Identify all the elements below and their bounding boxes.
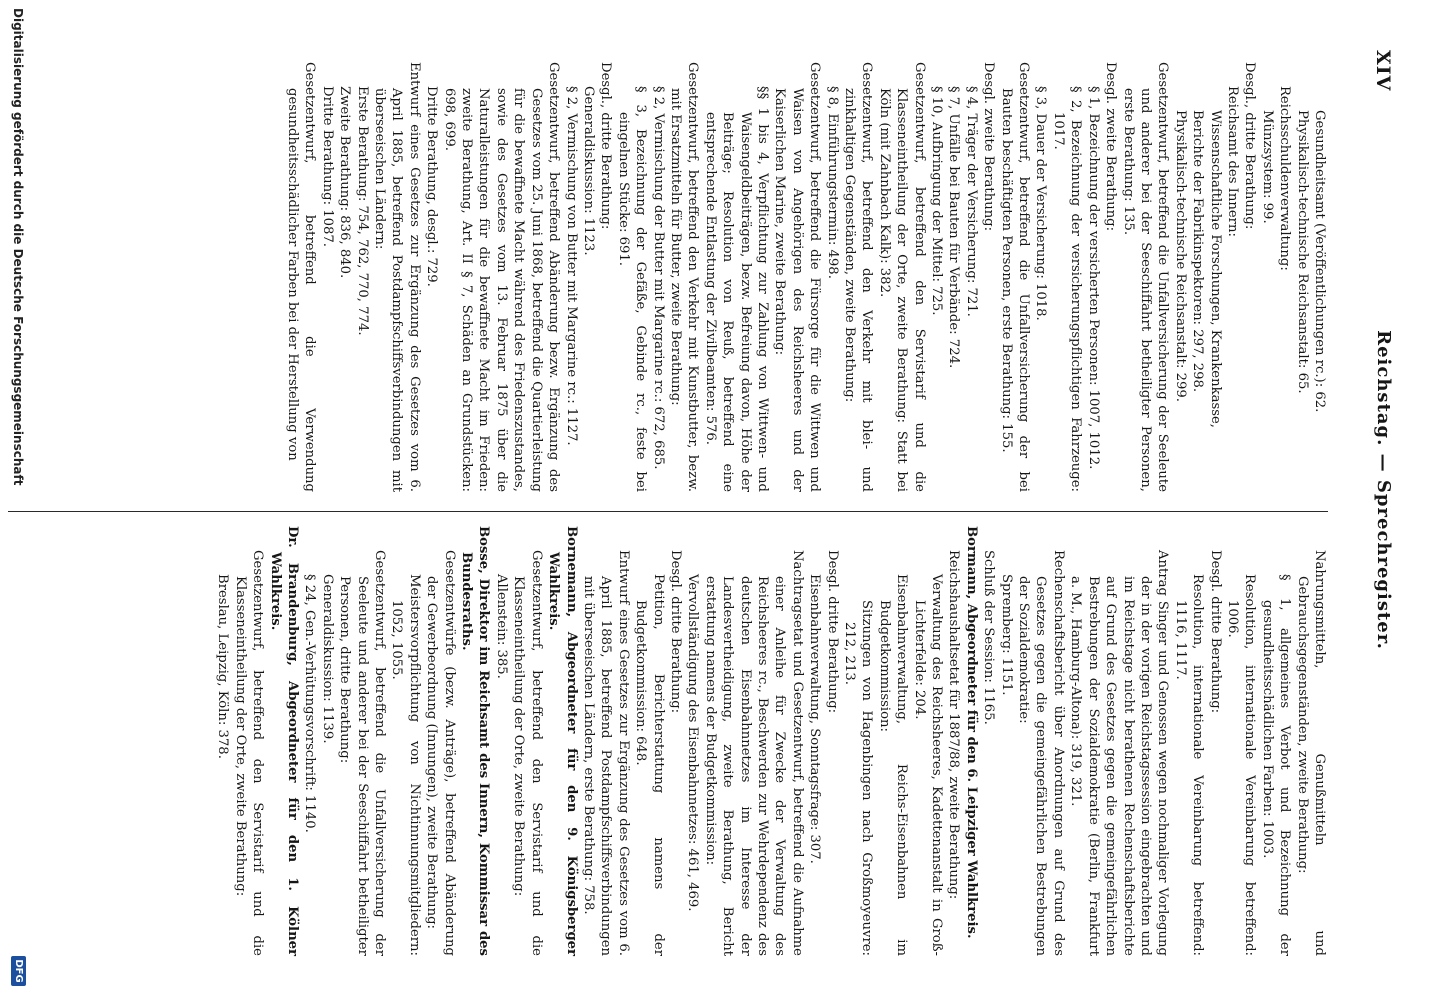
register-entry: Resolution, internationale Vereinbarung betreffend: 1116, 1117.: [1172, 574, 1206, 961]
register-entry: Gesetzentwurf, betreffend die Fürsorge für die Wittwen und Waisen von Angehörigen des Reichsheeres und der Kaiserlichen Marine, zweite Berathung:: [772, 62, 823, 497]
register-entry: § 3, Dauer der Versicherung: 1018.: [1033, 86, 1049, 321]
register-entry: Allenstein: 385.: [493, 574, 509, 679]
register-entry: Entwurf eines Gesetzes zur Ergänzung des Gesetzes vom 6. April 1885, betreffend Postdampfschiffsverbindungen mit überseeischen Ländern:: [372, 62, 422, 497]
register-entry: Spremberg: 1151.: [998, 574, 1014, 696]
register-entry: Generaldiskussion: 1123.: [580, 86, 596, 256]
register-entry: Entwurf eines Gesetzes zur Ergänzung des Gesetzes vom 6. April 1885, betreffend Postdampfschiffsverbindungen mit überseeischen Ländern, erste Berathung: 758.: [580, 550, 631, 961]
register-entry: Gesetzentwurf, betreffend Abänderung bezw. Ergänzung des Gesetzes vom 25. Juni 1868, betreffend die Quartierleistung für die bewaffnete Macht während des Friedenszustandes, sowie des Gesetzes vom 13. Februar 1875 über die Naturalleistungen für die bewaffnete Macht im Frieden: zweite Berathung, Art. II § 7, Schäden an Grundstücken: 698, 699.: [441, 62, 562, 497]
register-entry: Dritte Berathung: 1087.: [319, 86, 335, 247]
register-entry: Desgl. dritte Berathung:: [1207, 550, 1223, 714]
register-entry: Verwaltung des Reichsheeres, Kadettenanstalt in Groß-Lichterfelde: 204.: [911, 574, 945, 956]
running-head: [1368, 50, 1394, 930]
column-divider: [8, 511, 1328, 512]
register-entry: Physikalisch-technische Reichsanstalt: 65.: [1294, 110, 1310, 394]
register-entry: Wissenschaftliche Forschungen, Krankenkasse,: [1207, 110, 1223, 428]
register-entry: § 1, Bezeichnung der versicherten Personen: 1007, 1012.: [1085, 86, 1101, 470]
register-entry: Breslau, Leipzig, Köln: 378.: [215, 574, 231, 759]
register-entry: § 8, Einführungstermin: 498.: [824, 86, 840, 279]
register-entry: Gesundheitsamt (Veröffentlichungen rc.): 62.: [1312, 110, 1327, 413]
register-entry: § 3, Bezeichnung der Gefäße, Gebinde rc., feste bei eingelnen Stücke: 691.: [615, 86, 649, 497]
register-entry: Erste Berathung: 754, 762, 770, 774.: [354, 86, 370, 336]
register-entry: Desgl. zweite Berathung:: [981, 62, 997, 232]
page-number: XIV: [1372, 50, 1394, 92]
register-entry: Berichte der Fabrikinspektoren: 297, 298.: [1190, 110, 1206, 393]
register-name-entry: Bormann, Abgeordneter für den 6. Leipziger Wahlkreis.: [963, 526, 979, 939]
register-entry: Gesetzentwurf, betreffend den Verkehr mit Kunstbutter, bezw. mit Ersatzmitteln für Butter, zweite Berathung:: [667, 62, 701, 497]
register-entry: Desgl. dritte Berathung:: [824, 550, 840, 714]
register-entry: Gesetzentwurf, betreffend den Servistarif und die Klasseneintheilung der Orte, zweite Berathung:: [232, 550, 266, 961]
dfg-logo: DFG: [11, 956, 26, 986]
register-name-entry: Bornemann, Abgeordneter für den 9. Königsberger Wahlkreis.: [546, 526, 579, 961]
register-entry: Zweite Berathung: 836, 840.: [337, 86, 353, 279]
register-entry: Gesetzentwurf, betreffend die Unfallversicherung der Seeleute und anderer bei der Seeschiffahrt betheiligter Personen, dritte Berathung:: [337, 550, 388, 961]
register-entry: Dritte Berathung, desgl.: 729.: [424, 86, 440, 287]
register-entry: Gesetzentwurf, betreffend den Servistarif und die Klasseneintheilung der Orte, zweite Berathung: Statt bei Köln (mit Zahnbach Kalk): 382.: [876, 62, 927, 497]
register-entry: Desgl. dritte Berathung:: [667, 550, 683, 714]
register-entry: Nachtragsetat und Gesetzentwurf, betreffend die Aufnahme einer Anleihe für Zwecke der Verwaltung des Reichsheeres rc., Beschwerden zur Wehrdependenz des deutschen Eisenbahnnetzes im Interesse der Landesvertheidigung, zweite Berathung, Bericht erstattung namens der Budgetkommission:: [702, 550, 805, 961]
right-column: [214, 526, 1328, 961]
register-entry: § 24, Gen.-Verhütungsvorschrift: 1140.: [302, 574, 318, 833]
digitization-footer: Digitalisierung gefördert durch die Deutsche Forschungsgemeinschaft: [11, 8, 25, 486]
register-entry: Nahrungsmitteln, Genußmitteln und Gebrauchsgegenständen, zweite Berathung:: [1294, 550, 1327, 961]
register-entry: Gesetzentwurf, betreffend die Verwendung gesundheitsschädlicher Farben bei der Herstellung von: [285, 62, 318, 497]
register-entry: Schluß der Session: 1165.: [981, 550, 997, 725]
register-entry: Rechenschaftsbericht über Anordnungen auf Grund des Gesetzes gegen die gemeingefährlichen Bestrebungen der Sozialdemokratie:: [1016, 550, 1066, 961]
register-entry: Generaldiskussion: 1139.: [319, 574, 335, 744]
register-entry: Gesetzentwürfe (bezw. Anträge), betreffend Abänderung der Gewerbeordnung (Innungen), zweite Berathung:: [424, 550, 457, 961]
register-entry: Antrag Singer und Genossen wegen nochmaliger Vorlegung der in der vorigen Reichstagssession eingebrachten und im Reichstage nicht berathenen Rechenschaftsberichte auf Grund des Gesetzes gegen die gemeingefährlichen Bestrebungen der Sozialdemokratie (Berlin, Frankfurt a. M., Hamburg-Altona): 319, 321.: [1068, 550, 1171, 961]
register-entry: Gesetzentwurf, betreffend den Servistarif und die Klasseneintheilung der Orte, zweite Berathung:: [511, 550, 544, 961]
register-entry: Reichsamt des Innern:: [1224, 86, 1240, 237]
register-entry: § 7, Unfälle bei Bauten für Verbände: 724.: [946, 86, 962, 369]
register-entry: Sitzungen von Hagenbingen nach Großmoyeuvre: 212, 213.: [842, 600, 875, 961]
register-entry: Eisenbahnverwaltung, Reichs-Eisenbahnen im Budgetkommission:: [876, 574, 910, 961]
register-entry: Gesetzentwurf, betreffend den Verkehr mit blei- und zinkhaltigen Gegenständen, zweite Berathung:: [842, 62, 875, 497]
register-entry: Reichshaushaltsetat für 1887/88, zweite Berathung:: [946, 550, 962, 900]
register-entry: Münzsystem: 99.: [1259, 110, 1275, 224]
register-entry: § 2, Vermischung der Butter mit Margarine rc.: 672, 685.: [650, 86, 666, 470]
register-entry: § 4, Träger der Versicherung: 721.: [963, 86, 979, 317]
register-entry: Meistersvorpflichtung von Nichtinnungsmitgliedern: 1052, 1055.: [389, 574, 422, 961]
register-entry: Gesetzentwurf, betreffend die Unfallversicherung der Seeleute und anderer bei der Seeschiffahrt betheiligter Personen, erste Berathung: 135.: [1120, 62, 1171, 497]
register-entry: § 10, Aufbringung der Mittel: 725.: [929, 86, 945, 316]
register-entry: Eisenbahnverwaltung, Sonntagsfrage: 307.: [807, 574, 823, 864]
register-entry: Petition, Berichterstattung namens der Budgetkommission: 648.: [633, 574, 666, 961]
register-entry: § 2, Vermischung von Butter mit Margarine rc.: 1127.: [563, 86, 579, 446]
register-entry: Desgl. zweite Berathung:: [1103, 62, 1119, 232]
register-entry: Physikalisch-technische Reichsanstalt: 299.: [1172, 110, 1188, 402]
register-entry: §§ 1 bis 4, Verpflichtung zur Zahlung von Wittwen- und Waisengeldbeiträgen, bezw. Befreiung davon, Höhe der Beiträge; Resolution von Reuß, betreffend eine entsprechende Entlastung der Zivilbeamten: 576.: [702, 86, 770, 497]
register-entry: Vervollständigung des Eisenbahnnetzes: 461, 469.: [685, 574, 701, 912]
register-entry: § 2, Bezeichnung der versicherungspflichtigen Fahrzeuge: 1017.: [1050, 86, 1084, 497]
register-entry: Desgl., dritte Berathung:: [598, 62, 614, 230]
register-name-entry: Dr. Brandenburg, Abgeordneter für den 1. Kölner Wahlkreis.: [267, 526, 301, 961]
left-column: [284, 62, 1328, 497]
register-entry: § 1, allgemeines Verbot und Bezeichnung der gesundheitsschädlichen Farben: 1003.: [1259, 574, 1293, 961]
register-entry: Resolution, internationale Vereinbarung betreffend: 1006.: [1224, 574, 1258, 961]
running-head-title: Reichstag. — Sprechregister.: [1373, 330, 1394, 650]
register-entry: Gesetzentwurf, betreffend die Unfallversicherung der bei Bauten beschäftigten Personen, erste Berathung: 155.: [998, 62, 1032, 497]
register-entry: Desgl., dritte Berathung:: [1242, 62, 1258, 230]
register-entry: Reichsschuldenverwaltung:: [1277, 86, 1293, 271]
register-name-entry: Bosse, Direktor im Reichsamt des Innern, Kommissar des Bundesraths.: [459, 526, 492, 961]
